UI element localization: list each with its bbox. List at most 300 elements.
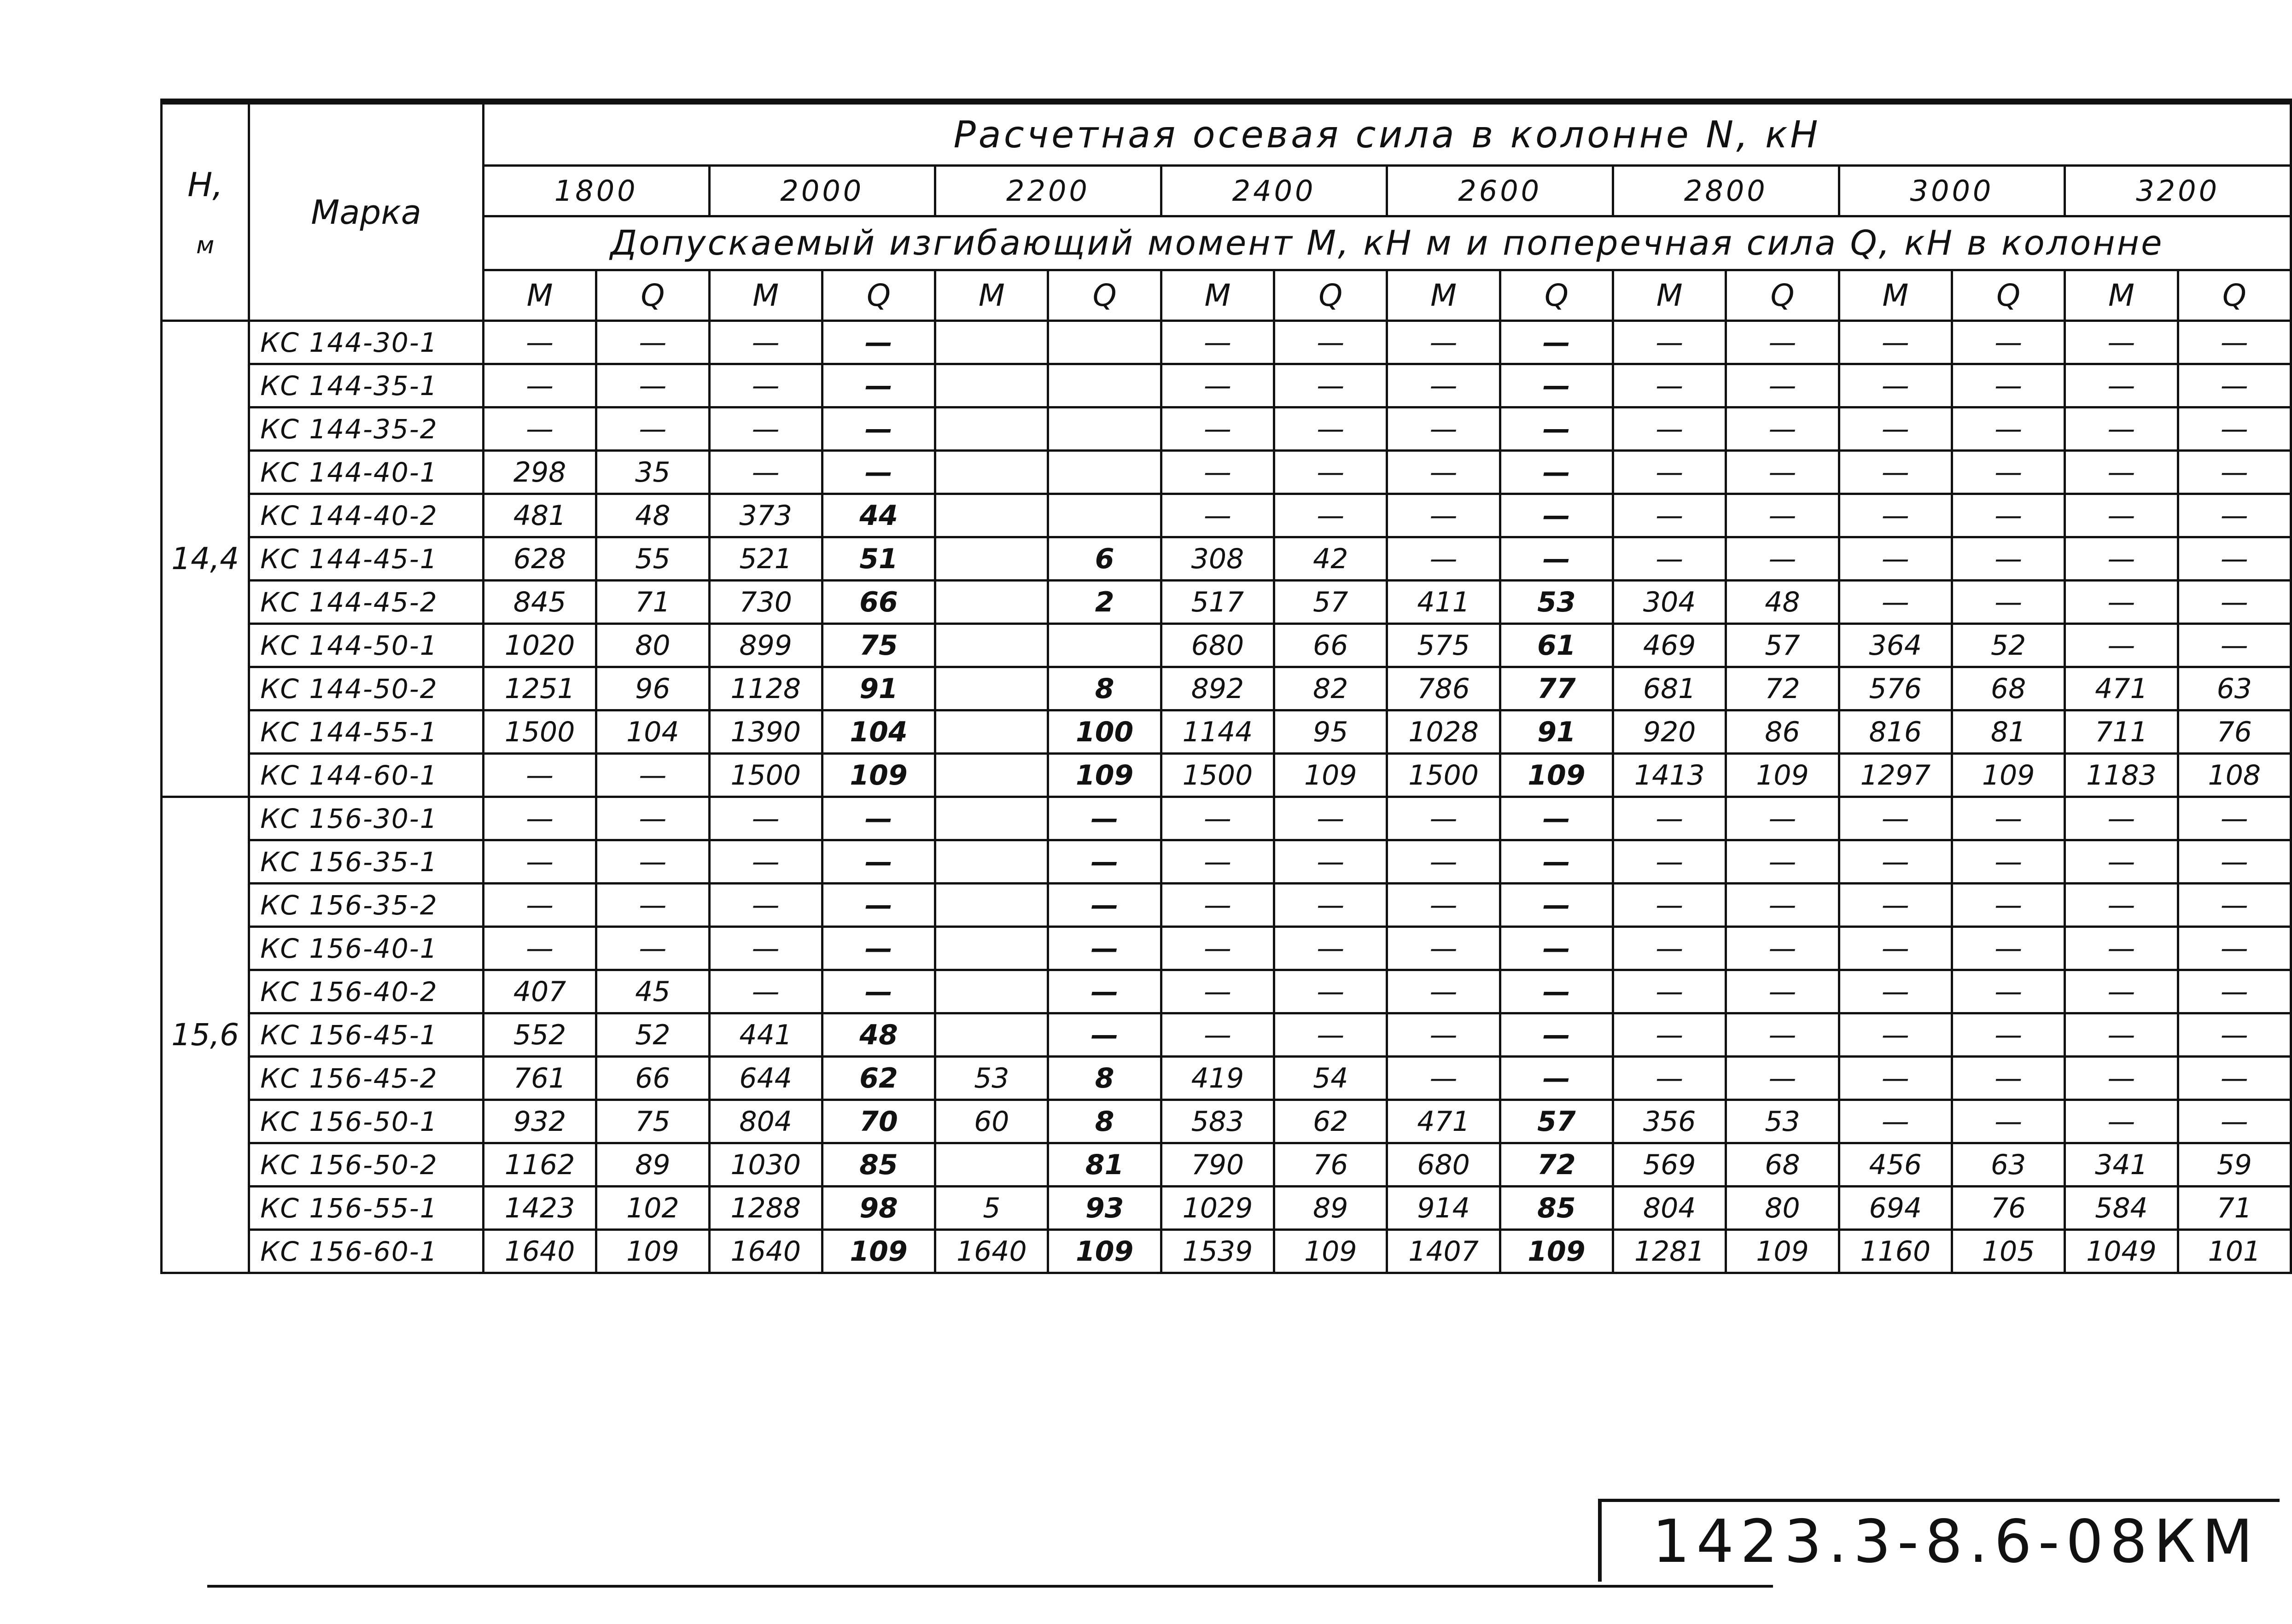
shear-value: 85: [1500, 1187, 1613, 1230]
moment-value: 456: [1839, 1143, 1952, 1187]
shear-value: —: [1952, 1013, 2065, 1057]
moment-value: —: [1387, 884, 1500, 927]
table-row: [162, 1057, 2291, 1100]
moment-value: —: [1839, 321, 1952, 364]
shear-column-header: Q: [1274, 270, 1387, 321]
moment-value: 1640: [483, 1230, 596, 1273]
shear-value: —: [2178, 1100, 2291, 1143]
shear-value: —: [1274, 840, 1387, 884]
moment-value: 5: [935, 1187, 1048, 1230]
shear-value: 109: [822, 754, 935, 797]
force-value-header: 2400: [1161, 166, 1387, 216]
moment-value: 481: [483, 494, 596, 537]
force-value-header: 3200: [2065, 166, 2291, 216]
shear-value: 75: [822, 624, 935, 667]
moment-value: 471: [2065, 667, 2178, 710]
column-mark: КС 144-55-1: [249, 710, 484, 754]
shear-value: —: [1274, 364, 1387, 407]
moment-value: 441: [709, 1013, 822, 1057]
shear-value: 52: [1952, 624, 2065, 667]
shear-value: 68: [1726, 1143, 1839, 1187]
moment-value: 816: [1839, 710, 1952, 754]
moment-value: —: [483, 407, 596, 451]
moment-value: —: [2065, 884, 2178, 927]
moment-value: 575: [1387, 624, 1500, 667]
shear-value: —: [2178, 884, 2291, 927]
moment-value: 1297: [1839, 754, 1952, 797]
moment-value: —: [1613, 364, 1726, 407]
moment-value: 932: [483, 1100, 596, 1143]
shear-value: —: [822, 927, 935, 970]
mark-header: Марка: [249, 104, 484, 321]
moment-value: —: [2065, 797, 2178, 840]
moment-value: [935, 1013, 1048, 1057]
shear-value: —: [1048, 884, 1161, 927]
table-row: [162, 537, 2291, 581]
shear-column-header: Q: [2178, 270, 2291, 321]
moment-value: —: [1613, 970, 1726, 1013]
shear-value: —: [1500, 797, 1613, 840]
moment-value: —: [1161, 840, 1274, 884]
moment-value: 1407: [1387, 1230, 1500, 1273]
shear-value: —: [2178, 451, 2291, 494]
shear-value: 45: [596, 970, 709, 1013]
moment-value: —: [1613, 451, 1726, 494]
shear-value: —: [596, 927, 709, 970]
shear-value: 89: [596, 1143, 709, 1187]
moment-value: 517: [1161, 581, 1274, 624]
moment-value: —: [1387, 451, 1500, 494]
moment-value: 471: [1387, 1100, 1500, 1143]
shear-value: —: [2178, 840, 2291, 884]
moment-value: —: [1613, 884, 1726, 927]
table-row: [162, 624, 2291, 667]
moment-value: 681: [1613, 667, 1726, 710]
shear-column-header: Q: [1048, 270, 1161, 321]
drawing-code: 1423.3-8.6-08КМ: [1652, 1508, 2259, 1576]
moment-column-header: М: [2065, 270, 2178, 321]
moment-value: —: [1839, 970, 1952, 1013]
shear-value: 48: [822, 1013, 935, 1057]
moment-value: —: [483, 797, 596, 840]
moment-value: —: [2065, 1057, 2178, 1100]
shear-value: 71: [596, 581, 709, 624]
shear-value: —: [2178, 624, 2291, 667]
moment-value: [935, 364, 1048, 407]
shear-column-header: Q: [1952, 270, 2065, 321]
shear-value: —: [822, 797, 935, 840]
moment-value: 804: [1613, 1187, 1726, 1230]
shear-value: 57: [1500, 1100, 1613, 1143]
shear-value: —: [1952, 364, 2065, 407]
column-mark: КС 156-55-1: [249, 1187, 484, 1230]
shear-value: —: [1726, 1057, 1839, 1100]
shear-value: —: [2178, 364, 2291, 407]
moment-value: —: [483, 840, 596, 884]
moment-value: —: [1387, 537, 1500, 581]
moment-value: —: [1387, 840, 1500, 884]
shear-value: —: [1952, 581, 2065, 624]
shear-value: —: [1274, 927, 1387, 970]
moment-value: 373: [709, 494, 822, 537]
moment-value: —: [1161, 364, 1274, 407]
shear-value: —: [1500, 1057, 1613, 1100]
table-row: [162, 840, 2291, 884]
shear-value: 72: [1500, 1143, 1613, 1187]
column-mark: КС 144-50-1: [249, 624, 484, 667]
shear-value: —: [2178, 581, 2291, 624]
moment-value: 1049: [2065, 1230, 2178, 1273]
moment-value: 1160: [1839, 1230, 1952, 1273]
moment-value: 1640: [935, 1230, 1048, 1273]
shear-value: —: [822, 364, 935, 407]
moment-value: —: [709, 927, 822, 970]
moment-value: 761: [483, 1057, 596, 1100]
shear-value: 93: [1048, 1187, 1161, 1230]
moment-value: 60: [935, 1100, 1048, 1143]
moment-value: 804: [709, 1100, 822, 1143]
shear-value: —: [1500, 494, 1613, 537]
shear-value: —: [1952, 927, 2065, 970]
moment-value: 628: [483, 537, 596, 581]
moment-value: [935, 927, 1048, 970]
moment-value: [935, 451, 1048, 494]
shear-value: —: [1048, 970, 1161, 1013]
moment-value: —: [2065, 537, 2178, 581]
moment-value: —: [2065, 970, 2178, 1013]
moment-value: —: [1839, 364, 1952, 407]
moment-value: 364: [1839, 624, 1952, 667]
shear-value: —: [822, 321, 935, 364]
shear-value: —: [1952, 797, 2065, 840]
moment-value: —: [1613, 927, 1726, 970]
shear-value: —: [1952, 970, 2065, 1013]
moment-value: 1500: [483, 710, 596, 754]
shear-value: —: [1952, 321, 2065, 364]
shear-value: 42: [1274, 537, 1387, 581]
table-row: [162, 1100, 2291, 1143]
moment-value: —: [1613, 840, 1726, 884]
shear-value: —: [1274, 797, 1387, 840]
shear-value: —: [1500, 1013, 1613, 1057]
shear-value: —: [596, 884, 709, 927]
shear-value: —: [1274, 451, 1387, 494]
shear-value: —: [1952, 1057, 2065, 1100]
shear-value: —: [1952, 537, 2065, 581]
shear-value: 2: [1048, 581, 1161, 624]
moment-column-header: М: [1387, 270, 1500, 321]
moment-value: [935, 884, 1048, 927]
shear-value: 85: [822, 1143, 935, 1187]
moment-value: —: [1613, 1013, 1726, 1057]
shear-value: —: [1048, 797, 1161, 840]
shear-value: —: [1274, 494, 1387, 537]
column-mark: КС 156-30-1: [249, 797, 484, 840]
moment-value: —: [1613, 321, 1726, 364]
moment-value: 1288: [709, 1187, 822, 1230]
moment-value: 576: [1839, 667, 1952, 710]
moment-value: 1128: [709, 667, 822, 710]
moment-value: 1028: [1387, 710, 1500, 754]
shear-value: 77: [1500, 667, 1613, 710]
moment-value: —: [1387, 797, 1500, 840]
moment-value: 680: [1387, 1143, 1500, 1187]
height-header: [162, 104, 249, 321]
moment-value: —: [2065, 927, 2178, 970]
moment-value: 1640: [709, 1230, 822, 1273]
shear-value: 66: [822, 581, 935, 624]
shear-value: 55: [596, 537, 709, 581]
shear-value: —: [2178, 494, 2291, 537]
shear-value: —: [1726, 797, 1839, 840]
height-value: 15,6: [162, 797, 249, 1273]
shear-value: 66: [1274, 624, 1387, 667]
column-mark: КС 156-45-2: [249, 1057, 484, 1100]
moment-value: —: [1613, 407, 1726, 451]
shear-value: —: [2178, 321, 2291, 364]
moment-value: 1183: [2065, 754, 2178, 797]
moment-value: —: [1161, 321, 1274, 364]
shear-value: 95: [1274, 710, 1387, 754]
moment-value: [935, 667, 1048, 710]
moment-value: —: [1387, 321, 1500, 364]
bottom-rule: [207, 1585, 1773, 1588]
table-row: [162, 797, 2291, 840]
moment-value: 711: [2065, 710, 2178, 754]
moment-column-header: М: [1161, 270, 1274, 321]
moment-column-header: М: [935, 270, 1048, 321]
column-mark: КС 156-35-1: [249, 840, 484, 884]
shear-value: 91: [1500, 710, 1613, 754]
moment-column-header: М: [483, 270, 596, 321]
moment-value: [935, 581, 1048, 624]
moment-value: —: [709, 884, 822, 927]
moment-value: —: [2065, 494, 2178, 537]
moment-value: —: [1387, 970, 1500, 1013]
moment-value: 790: [1161, 1143, 1274, 1187]
moment-value: 521: [709, 537, 822, 581]
shear-value: —: [596, 364, 709, 407]
moment-value: —: [483, 321, 596, 364]
height-value: 14,4: [162, 321, 249, 797]
shear-column-header: Q: [1500, 270, 1613, 321]
table-body: [162, 321, 2291, 1273]
column-mark: КС 156-40-1: [249, 927, 484, 970]
shear-value: 48: [596, 494, 709, 537]
shear-value: 102: [596, 1187, 709, 1230]
table-row: [162, 1230, 2291, 1273]
title-block-stamp: [1598, 1499, 2280, 1582]
moment-value: —: [2065, 451, 2178, 494]
shear-value: 105: [1952, 1230, 2065, 1273]
moment-value: —: [2065, 1013, 2178, 1057]
moment-value: 308: [1161, 537, 1274, 581]
table-row: [162, 970, 2291, 1013]
column-mark: КС 144-45-2: [249, 581, 484, 624]
shear-value: 52: [596, 1013, 709, 1057]
moment-value: [935, 710, 1048, 754]
shear-value: 68: [1952, 667, 2065, 710]
moment-value: —: [1839, 537, 1952, 581]
column-mark: КС 144-40-1: [249, 451, 484, 494]
shear-column-header: Q: [1726, 270, 1839, 321]
shear-value: —: [1500, 537, 1613, 581]
moment-value: 914: [1387, 1187, 1500, 1230]
height-unit: м: [196, 231, 215, 259]
moment-value: —: [709, 451, 822, 494]
moment-value: 694: [1839, 1187, 1952, 1230]
shear-value: —: [2178, 537, 2291, 581]
moment-value: 1020: [483, 624, 596, 667]
table-row: [162, 451, 2291, 494]
shear-value: —: [1500, 451, 1613, 494]
moment-value: —: [1387, 364, 1500, 407]
moment-value: —: [709, 321, 822, 364]
shear-value: [1048, 624, 1161, 667]
moment-value: —: [709, 970, 822, 1013]
shear-value: 109: [1048, 754, 1161, 797]
moment-value: 1500: [709, 754, 822, 797]
force-value-header: 3000: [1839, 166, 2065, 216]
moment-value: —: [1161, 494, 1274, 537]
height-label: Н,: [187, 165, 223, 204]
shear-value: —: [822, 884, 935, 927]
moment-value: —: [1613, 494, 1726, 537]
shear-value: 8: [1048, 1100, 1161, 1143]
shear-value: —: [1726, 537, 1839, 581]
moment-value: [935, 840, 1048, 884]
shear-value: —: [1726, 1013, 1839, 1057]
moment-value: —: [1839, 1013, 1952, 1057]
shear-value: —: [2178, 927, 2291, 970]
column-mark: КС 144-40-2: [249, 494, 484, 537]
moment-value: —: [483, 927, 596, 970]
moment-value: 892: [1161, 667, 1274, 710]
force-value-header: 1800: [483, 166, 709, 216]
moment-value: 304: [1613, 581, 1726, 624]
force-title: Расчетная осевая сила в колонне N, кН: [483, 104, 2291, 166]
shear-value: 53: [1726, 1100, 1839, 1143]
moment-value: [935, 537, 1048, 581]
table-row: [162, 710, 2291, 754]
table-row: [162, 364, 2291, 407]
table-row: [162, 927, 2291, 970]
shear-value: 109: [1952, 754, 2065, 797]
moment-value: —: [1839, 797, 1952, 840]
force-value-header: 2200: [935, 166, 1161, 216]
moment-value: 1251: [483, 667, 596, 710]
shear-value: 63: [1952, 1143, 2065, 1187]
moment-value: —: [483, 364, 596, 407]
moment-value: —: [2065, 407, 2178, 451]
moment-value: 584: [2065, 1187, 2178, 1230]
moment-value: 1539: [1161, 1230, 1274, 1273]
moment-value: —: [1387, 407, 1500, 451]
shear-value: —: [1274, 321, 1387, 364]
shear-value: 109: [1726, 754, 1839, 797]
shear-value: [1048, 321, 1161, 364]
shear-value: 63: [2178, 667, 2291, 710]
moment-value: —: [2065, 364, 2178, 407]
column-mark: КС 144-50-2: [249, 667, 484, 710]
shear-value: 51: [822, 537, 935, 581]
moment-value: 1144: [1161, 710, 1274, 754]
shear-value: 82: [1274, 667, 1387, 710]
moment-value: [935, 407, 1048, 451]
moment-value: 341: [2065, 1143, 2178, 1187]
shear-value: —: [596, 754, 709, 797]
shear-value: 109: [596, 1230, 709, 1273]
shear-value: 86: [1726, 710, 1839, 754]
shear-value: —: [1726, 364, 1839, 407]
moment-value: —: [709, 364, 822, 407]
moment-value: —: [709, 797, 822, 840]
shear-value: 76: [2178, 710, 2291, 754]
shear-value: 89: [1274, 1187, 1387, 1230]
shear-value: 104: [596, 710, 709, 754]
column-mark: КС 156-60-1: [249, 1230, 484, 1273]
shear-value: —: [1500, 321, 1613, 364]
shear-value: 53: [1500, 581, 1613, 624]
table-row: [162, 407, 2291, 451]
shear-value: [1048, 364, 1161, 407]
moment-value: 899: [709, 624, 822, 667]
shear-value: —: [822, 840, 935, 884]
shear-value: 104: [822, 710, 935, 754]
shear-value: 76: [1952, 1187, 2065, 1230]
moment-value: 1500: [1387, 754, 1500, 797]
table-row: [162, 1187, 2291, 1230]
moment-column-header: М: [1839, 270, 1952, 321]
moment-value: [935, 797, 1048, 840]
moment-value: 419: [1161, 1057, 1274, 1100]
moment-value: —: [1387, 1013, 1500, 1057]
moment-value: 920: [1613, 710, 1726, 754]
shear-value: 109: [1500, 1230, 1613, 1273]
shear-value: —: [1726, 840, 1839, 884]
moment-value: 569: [1613, 1143, 1726, 1187]
moment-value: 1413: [1613, 754, 1726, 797]
shear-value: [1048, 451, 1161, 494]
moment-value: —: [1839, 407, 1952, 451]
moment-value: [935, 754, 1048, 797]
column-mark: КС 156-50-2: [249, 1143, 484, 1187]
shear-value: —: [1726, 884, 1839, 927]
moment-value: 845: [483, 581, 596, 624]
shear-value: 8: [1048, 667, 1161, 710]
shear-value: —: [2178, 1057, 2291, 1100]
shear-value: —: [1500, 364, 1613, 407]
moment-value: —: [1839, 927, 1952, 970]
shear-value: [1048, 407, 1161, 451]
shear-value: —: [1500, 407, 1613, 451]
shear-value: —: [1726, 321, 1839, 364]
moment-value: 786: [1387, 667, 1500, 710]
shear-value: —: [596, 321, 709, 364]
load-table: [160, 102, 2292, 1274]
shear-value: —: [822, 451, 935, 494]
column-mark: КС 156-35-2: [249, 884, 484, 927]
moment-value: 1423: [483, 1187, 596, 1230]
shear-value: 57: [1726, 624, 1839, 667]
moment-value: —: [2065, 840, 2178, 884]
shear-column-header: Q: [596, 270, 709, 321]
shear-value: 66: [596, 1057, 709, 1100]
column-mark: КС 144-30-1: [249, 321, 484, 364]
shear-value: —: [1500, 927, 1613, 970]
shear-value: —: [1274, 884, 1387, 927]
force-value-header: 2800: [1613, 166, 1839, 216]
